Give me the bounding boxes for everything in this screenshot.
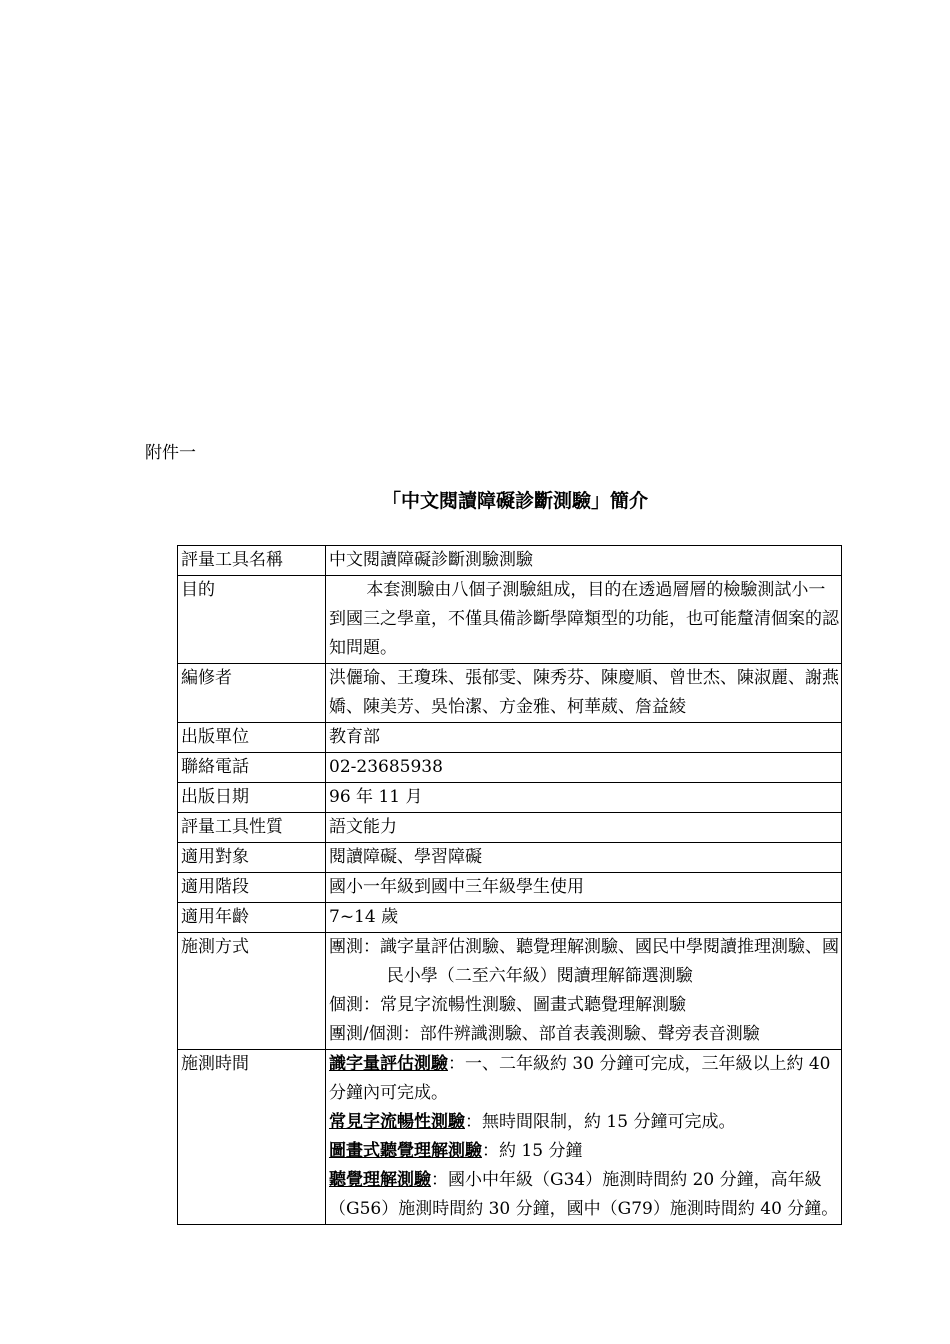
- table-row-time: [178, 1050, 842, 1225]
- time-text: ：約 15 分鐘: [482, 1141, 583, 1161]
- row-value: [326, 1050, 842, 1225]
- method-group-line: 團測：識字量評估測驗、聽覺理解測驗、國民中學閱讀推理測驗、國民小學（二至六年級）閱讀理解篩選測驗: [329, 937, 839, 986]
- row-value: 語文能力: [326, 813, 842, 843]
- row-value: [326, 933, 842, 1050]
- row-label: 評量工具名稱: [178, 546, 326, 576]
- row-value: 中文閱讀障礙診斷測驗測驗: [326, 546, 842, 576]
- method-individual-line: 個測：常見字流暢性測驗、圖畫式聽覺理解測驗: [329, 995, 686, 1015]
- test-name: 常見字流暢性測驗: [329, 1112, 465, 1132]
- row-label: 適用對象: [178, 843, 326, 873]
- table-row: [178, 843, 842, 873]
- row-label: 適用年齡: [178, 903, 326, 933]
- row-label: 聯絡電話: [178, 753, 326, 783]
- time-item: [329, 1108, 839, 1137]
- table-row: [178, 753, 842, 783]
- document-title: 「中文閱讀障礙診斷測驗」簡介: [381, 490, 648, 512]
- table-row: [178, 783, 842, 813]
- row-label: 編修者: [178, 664, 326, 723]
- row-label: 施測方式: [178, 933, 326, 1050]
- row-value: 國小一年級到國中三年級學生使用: [326, 873, 842, 903]
- row-label: 評量工具性質: [178, 813, 326, 843]
- row-label: 出版單位: [178, 723, 326, 753]
- time-item: [329, 1137, 839, 1166]
- test-name: 圖畫式聽覺理解測驗: [329, 1141, 482, 1161]
- table-row: [178, 903, 842, 933]
- test-name: 識字量評估測驗: [329, 1054, 448, 1074]
- table-row: [178, 576, 842, 664]
- table-row: [178, 813, 842, 843]
- table-row: [178, 873, 842, 903]
- row-label: 出版日期: [178, 783, 326, 813]
- row-value: 洪儷瑜、王瓊珠、張郁雯、陳秀芬、陳慶順、曾世杰、陳淑麗、謝燕嬌、陳美芳、吳怡潔、方金雅、柯華葳、詹益綾: [326, 664, 842, 723]
- table-row: [178, 664, 842, 723]
- row-label: 目的: [178, 576, 326, 664]
- test-name: 聽覺理解測驗: [329, 1170, 431, 1190]
- table-row: [178, 723, 842, 753]
- row-label: 適用階段: [178, 873, 326, 903]
- time-item: [329, 1166, 839, 1224]
- row-value: 02-23685938: [326, 753, 842, 783]
- time-text: ：無時間限制，約 15 分鐘可完成。: [465, 1112, 736, 1132]
- row-value: 96 年 11 月: [326, 783, 842, 813]
- table-row-method: [178, 933, 842, 1050]
- time-item: [329, 1050, 839, 1108]
- time-text: ：一、二年級約 30 分鐘可完成，三年級以上約 40 分鐘內可完成。: [329, 1054, 831, 1103]
- row-label: 施測時間: [178, 1050, 326, 1225]
- row-value: 7~14 歲: [326, 903, 842, 933]
- row-value: 閱讀障礙、學習障礙: [326, 843, 842, 873]
- attachment-label: 附件一: [145, 443, 196, 463]
- info-table: [177, 545, 842, 1225]
- row-value: 教育部: [326, 723, 842, 753]
- method-mixed-line: 團測/個測：部件辨識測驗、部首表義測驗、聲旁表音測驗: [329, 1024, 760, 1044]
- row-value: 本套測驗由八個子測驗組成，目的在透過層層的檢驗測試小一到國三之學童，不僅具備診斷學障類型的功能，也可能釐清個案的認知問題。: [326, 576, 842, 664]
- time-text: ：國小中年級（G34）施測時間約 20 分鐘，高年級（G56）施測時間約 30 分鐘，國中（G79）施測時間約 40 分鐘。: [329, 1170, 839, 1219]
- table-row: [178, 546, 842, 576]
